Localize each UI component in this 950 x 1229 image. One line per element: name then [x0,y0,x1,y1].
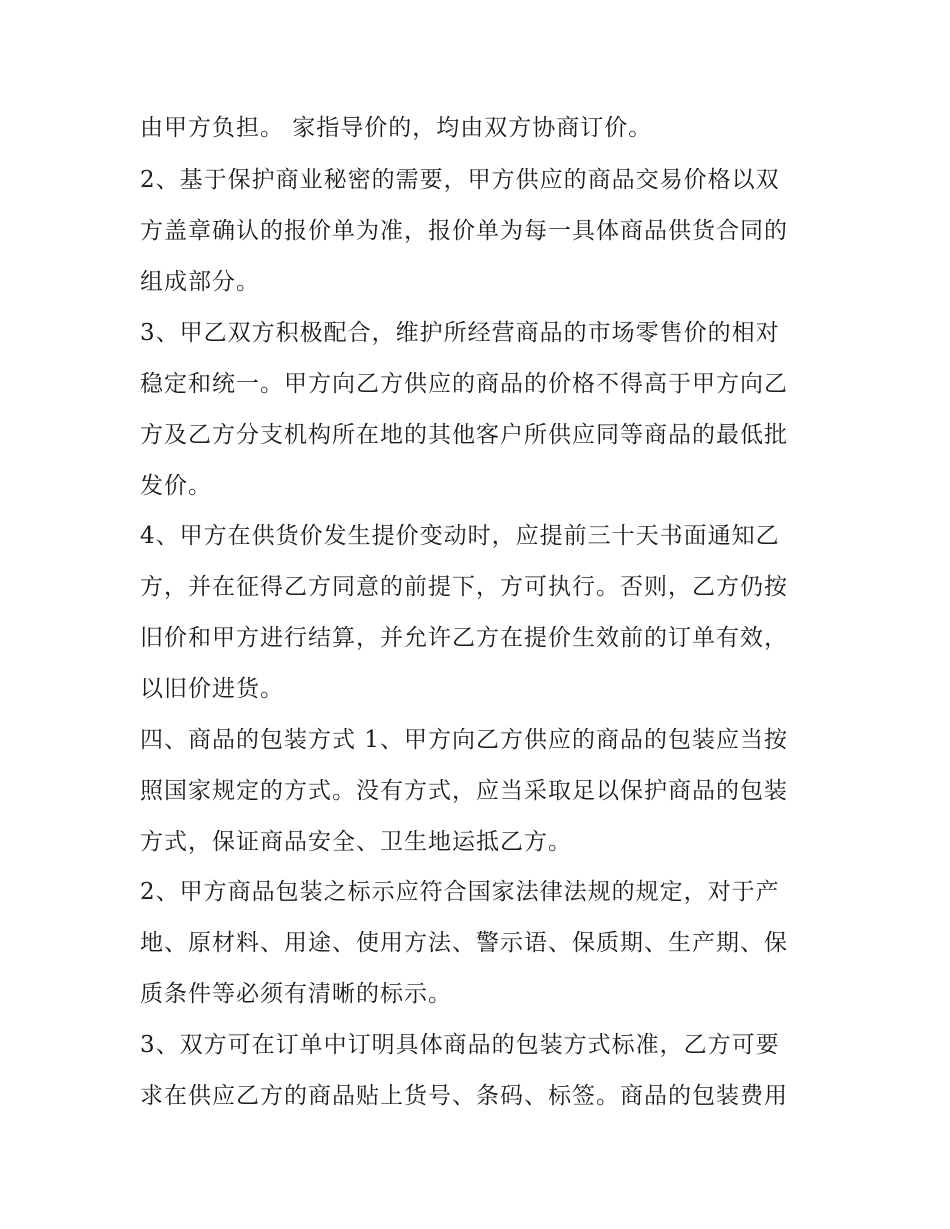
text-line: 质条件等必须有清晰的标示。 [140,981,452,1007]
text-line: 由甲方负担。 家指导价的，均由双方协商订价。 [140,115,653,141]
text-line: 2、甲方商品包装之标示应符合国家法律法规的规定，对于产 [140,879,780,905]
text-line: 方，并在征得乙方同意的前提下，方可执行。否则，乙方仍按 [140,574,788,600]
text-line: 方及乙方分支机构所在地的其他客户所供应同等商品的最低批 [140,422,788,448]
text-line: 求在供应乙方的商品贴上货号、条码、标签。商品的包装费用 [140,1083,788,1109]
text-line: 照国家规定的方式。没有方式，应当采取足以保护商品的包装 [140,778,788,804]
text-line: 3、甲乙双方积极配合，维护所经营商品的市场零售价的相对 [140,320,780,346]
text-line: 旧价和甲方进行结算，并允许乙方在提价生效前的订单有效， [140,625,788,651]
text-line: 2、基于保护商业秘密的需要，甲方供应的商品交易价格以双 [140,167,780,193]
text-line: 四、商品的包装方式 1、甲方向乙方供应的商品的包装应当按 [140,727,788,753]
text-line: 4、甲方在供货价发生提价变动时，应提前三十天书面通知乙 [140,523,780,549]
text-line: 以旧价进货。 [140,676,284,702]
text-line: 方式，保证商品安全、卫生地运抵乙方。 [140,829,572,855]
text-line: 组成部分。 [140,269,260,295]
text-line: 方盖章确认的报价单为准，报价单为每一具体商品供货合同的 [140,218,788,244]
text-line: 地、原材料、用途、使用方法、警示语、保质期、生产期、保 [140,930,788,956]
text-line: 发价。 [140,473,212,499]
text-line: 稳定和统一。甲方向乙方供应的商品的价格不得高于甲方向乙 [140,371,788,397]
text-line: 3、双方可在订单中订明具体商品的包装方式标准，乙方可要 [140,1032,780,1058]
